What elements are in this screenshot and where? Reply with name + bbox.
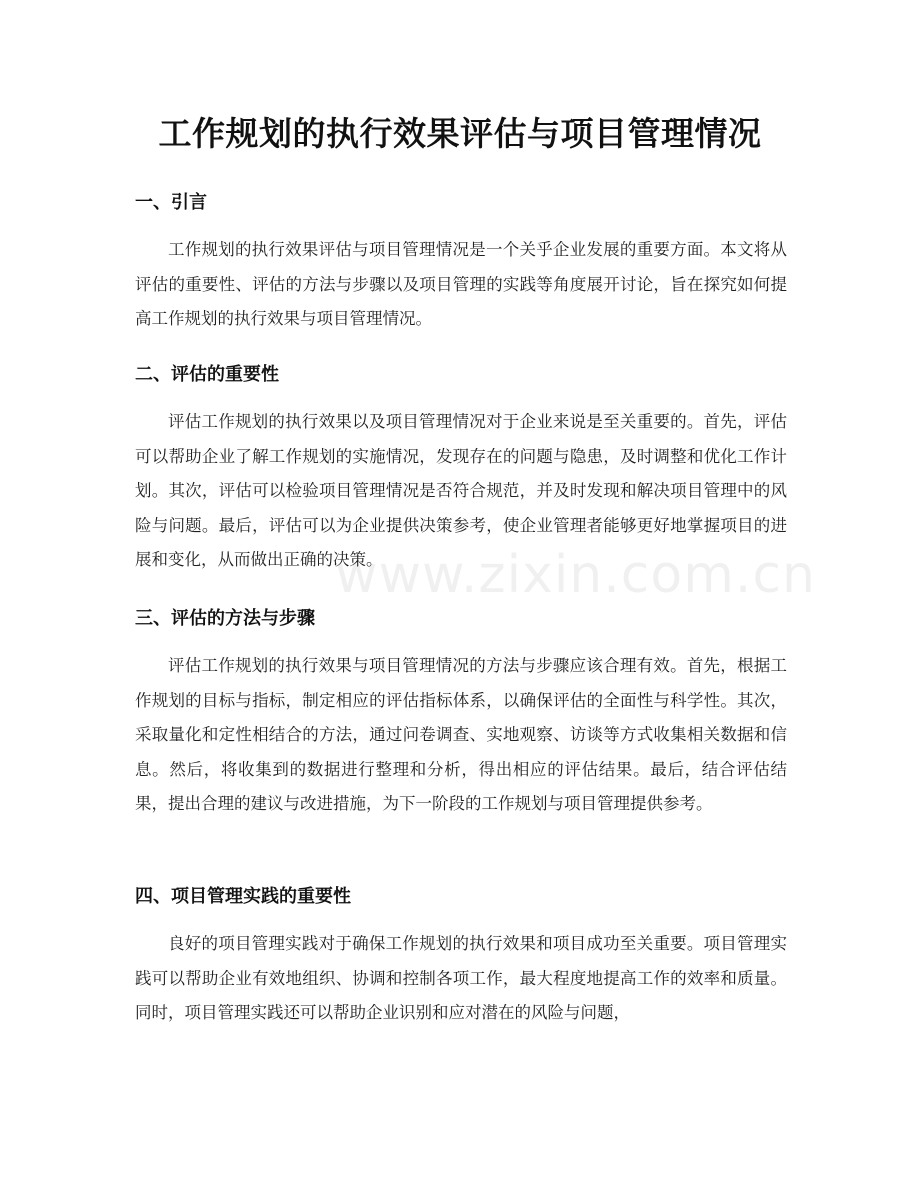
document-title: 工作规划的执行效果评估与项目管理情况 (158, 114, 762, 153)
section-paragraph: 评估工作规划的执行效果以及项目管理情况对于企业来说是至关重要的。首先，评估可以帮助企业了解工作规划的实施情况，发现存在的问题与隐患，及时调整和优化工作计划。其次，评估可以检验项目管理情况是否符合规范，并及时发现和解决项目管理中的风险与问题。最后，评估可以为企业提供决策参考，使企业管理者能够更好地掌握项目的进展和变化，从而做出正确的决策。 (135, 412, 787, 569)
section-heading: 四、项目管理实践的重要性 (135, 886, 351, 907)
section-paragraph: 良好的项目管理实践对于确保工作规划的执行效果和项目成功至关重要。项目管理实践可以帮助企业有效地组织、协调和控制各项工作，最大程度地提高工作的效率和质量。同时，项目管理实践还可以帮助企业识别和应对潜在的风险与问题， (135, 934, 787, 1022)
section-heading: 三、评估的方法与步骤 (135, 608, 315, 629)
watermark: www.zixin.com.cn (335, 545, 816, 605)
section-heading: 一、引言 (135, 192, 207, 213)
section-introduction (135, 190, 787, 337)
section-importance (135, 362, 787, 578)
section-heading: 二、评估的重要性 (135, 364, 279, 385)
section-paragraph: 评估工作规划的执行效果与项目管理情况的方法与步骤应该合理有效。首先，根据工作规划的目标与指标，制定相应的评估指标体系，以确保评估的全面性与科学性。其次，采取量化和定性相结合的方法，通过问卷调查、实地观察、访谈等方式收集相关数据和信息。然后，将收集到的数据进行整理和分析，得出相应的评估结果。最后，结合评估结果，提出合理的建议与改进措施，为下一阶段的工作规划与项目管理提供参考。 (135, 656, 787, 813)
section-methods (135, 606, 787, 822)
section-paragraph: 工作规划的执行效果评估与项目管理情况是一个关乎企业发展的重要方面。本文将从评估的重要性、评估的方法与步骤以及项目管理的实践等角度展开讨论，旨在探究如何提高工作规划的执行效果与项目管理情况。 (135, 240, 787, 328)
section-project-management (135, 884, 787, 1031)
